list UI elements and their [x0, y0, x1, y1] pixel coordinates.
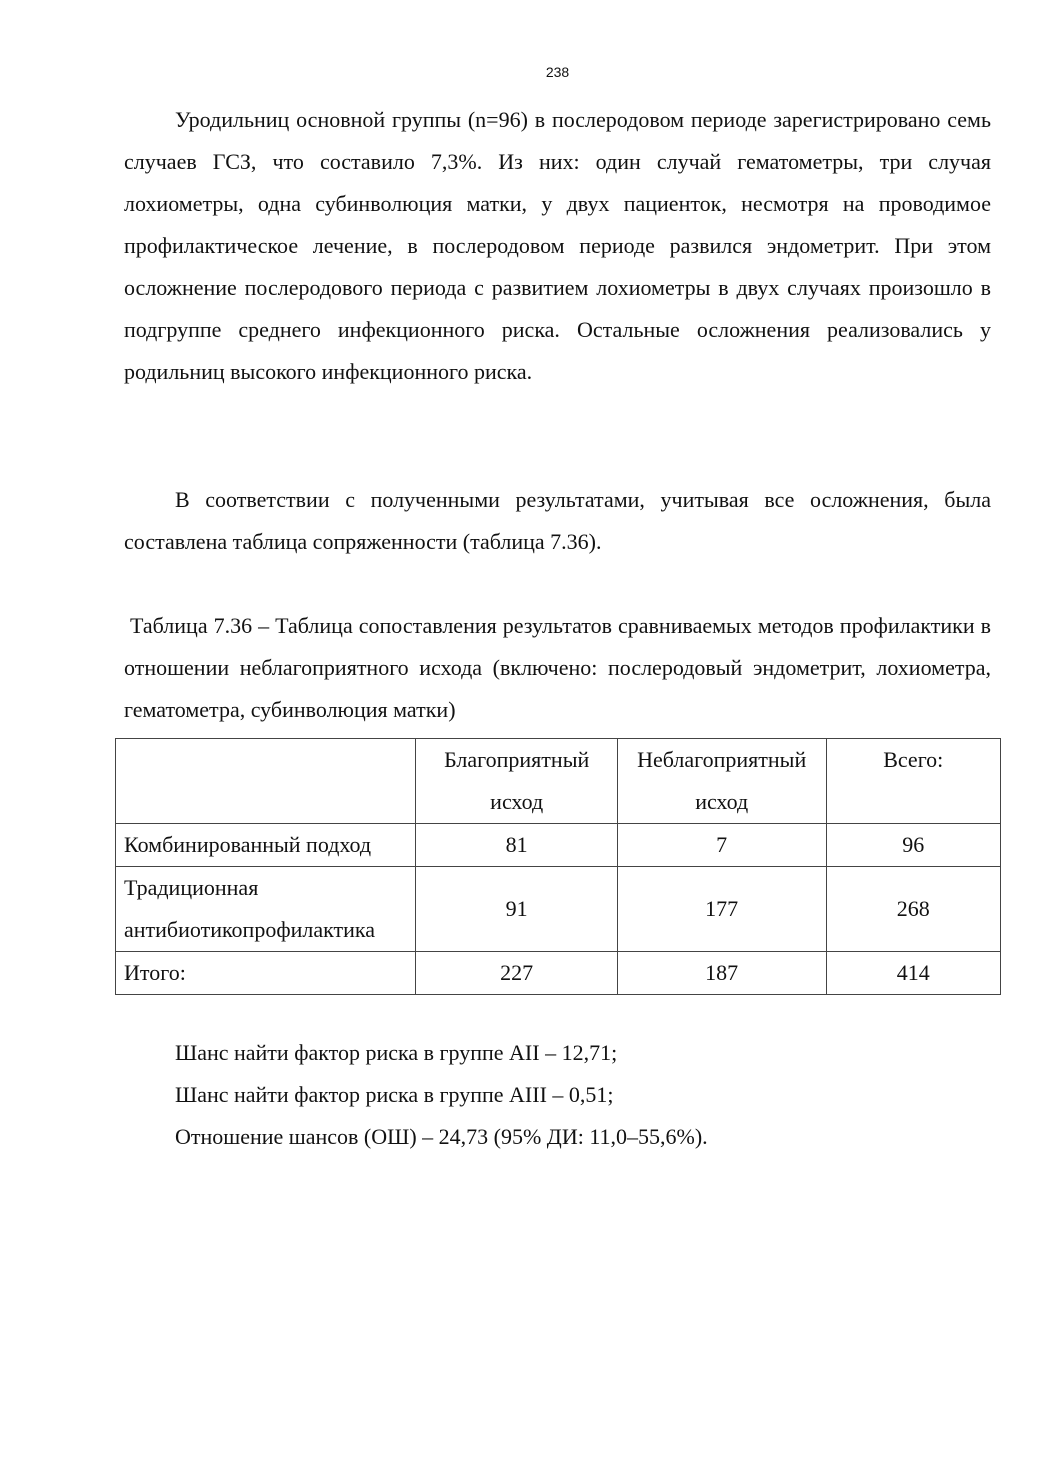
table-header-cell [116, 739, 416, 824]
table-cell: 187 [617, 952, 826, 995]
table-cell: 227 [416, 952, 617, 995]
table-cell: 177 [617, 867, 826, 952]
table-header-row [116, 739, 1001, 824]
contingency-table [115, 738, 1001, 995]
result-line: Шанс найти фактор риска в группе АII – 12,71; [175, 1040, 618, 1065]
table-row [116, 824, 1001, 867]
result-line: Отношение шансов (ОШ) – 24,73 (95% ДИ: 11,0–55,6%). [175, 1124, 708, 1149]
row-label: Комбинированный подход [116, 824, 416, 867]
table-header-cell: Благоприятный исход [416, 739, 617, 824]
table-cell: 91 [416, 867, 617, 952]
result-line: Шанс найти фактор риска в группе АIII – 0,51; [175, 1082, 614, 1107]
row-label: Традиционная антибиотикопрофилактика [116, 867, 416, 952]
table-caption: Таблица 7.36 – Таблица сопоставления результатов сравниваемых методов профилактики в отношении неблагоприятного исхода (включено: послеродовый эндометрит, лохиометра, гематометра, субинволюция матки) [124, 613, 991, 722]
table-row [116, 952, 1001, 995]
table-cell: 7 [617, 824, 826, 867]
table-header-cell: Неблагоприятный исход [617, 739, 826, 824]
row-label: Итого: [116, 952, 416, 995]
table-cell: 268 [826, 867, 1001, 952]
table-cell: 414 [826, 952, 1001, 995]
body-paragraph: В соответствии с полученными результатами, учитывая все осложнения, была составлена таблица сопряженности (таблица 7.36). [124, 487, 991, 554]
body-paragraph: Уродильниц основной группы (n=96) в послеродовом периоде зарегистрировано семь случаев ГСЗ, что составило 7,3%. Из них: один случай гематометры, три случая лохиометры, одна субинволюция матки, у двух пациенток, несмотря на проводимое профилактическое лечение, в послеродовом периоде развился эндометрит. При этом осложнение послеродового периода с развитием лохиометры в двух случаях произошло в подгруппе среднего инфекционного риска. Остальные осложнения реализовались у родильниц высокого инфекционного риска. [124, 107, 991, 384]
table-header-cell: Всего: [826, 739, 1001, 824]
results-block [175, 1032, 708, 1158]
table-cell: 96 [826, 824, 1001, 867]
page-number: 238 [545, 64, 570, 80]
table-row [116, 867, 1001, 952]
table-cell: 81 [416, 824, 617, 867]
